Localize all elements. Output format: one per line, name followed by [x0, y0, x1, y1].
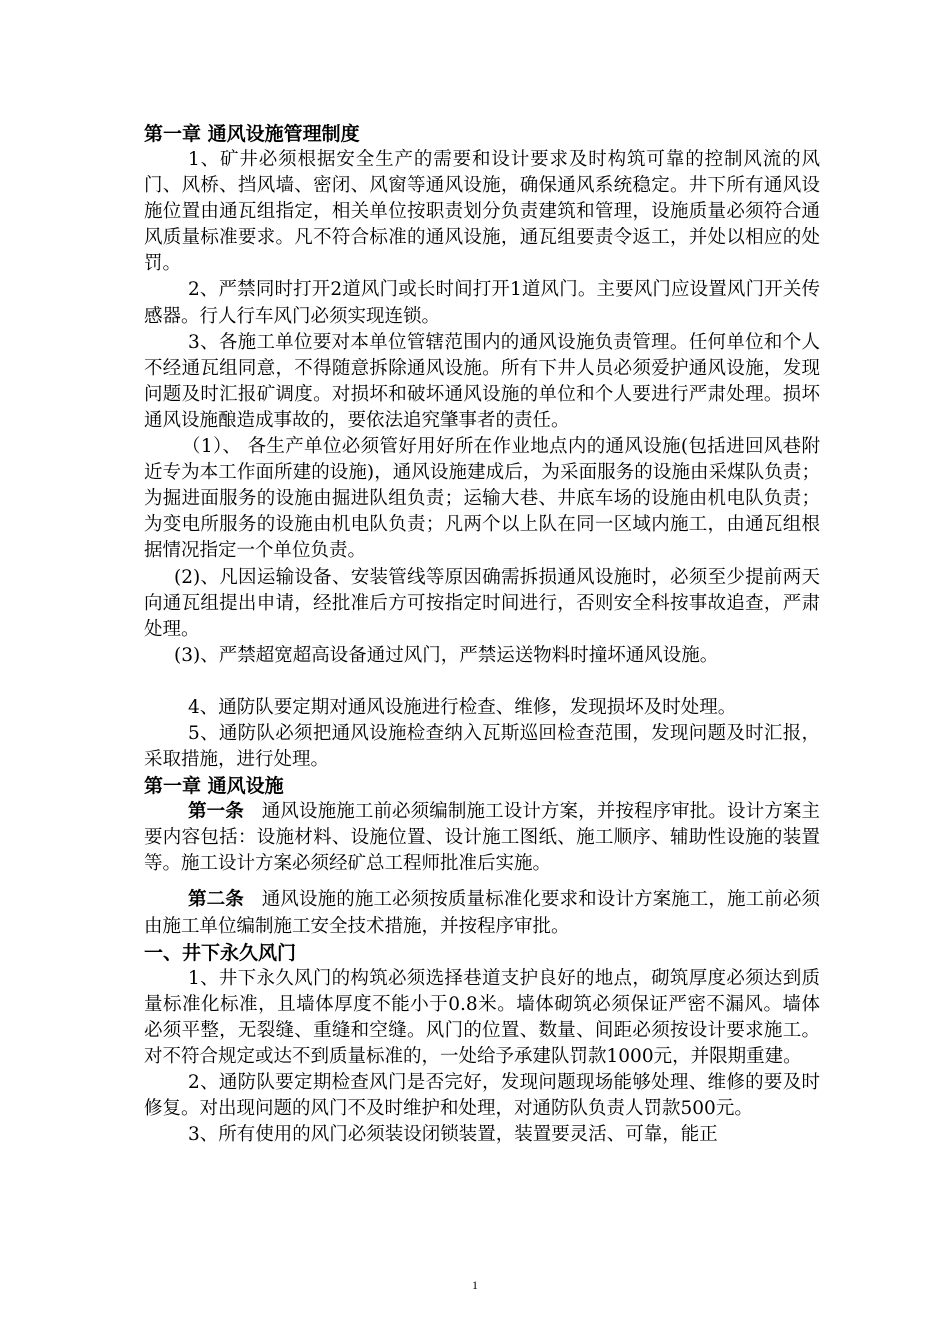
section-title: 一、井下永久风门 — [144, 941, 297, 964]
blank-line — [144, 669, 820, 695]
chapter-title: 第一章 通风设施管理制度 — [144, 123, 360, 145]
article-label: 第一条 — [188, 801, 244, 823]
article-text: 通风设施的施工必须按质量标准化要求和设计方案施工，施工前必须由施工单位编制施工安全技术措施，并按程序审批。 — [144, 889, 820, 937]
page-number: 1 — [472, 1278, 478, 1292]
paragraph: 2、通防队要定期检查风门是否完好，发现问题现场能够处理、维修的要及时修复。对出现问题的风门不及时维护和处理，对通防队负责人罚款500元。 — [144, 1072, 820, 1120]
sub-paragraph: (2)、凡因运输设备、安装管线等原因确需拆损通风设施时，必须至少提前两天向通瓦组提出申请，经批准后方可按指定时间进行，否则安全科按事故追查，严肃处理。 — [144, 566, 820, 640]
paragraph: 1、井下永久风门的构筑必须选择巷道支护良好的地点，砌筑厚度必须达到质量标准化标准，且墙体厚度不能小于0.8米。墙体砌筑必须保证严密不漏风。墙体必须平整，无裂缝、重缝和空缝。风门的位置、数量、间距必须按设计要求施工。对不符合规定或达不到质量标准的，一处给予承建队罚款1000元，并限期重建。 — [144, 967, 820, 1067]
sub-paragraph: （1）、 各生产单位必须管好用好所在作业地点内的通风设施(包括进回风巷附近专为本工作面所建的设施)，通风设施建成后，为采面服务的设施由采煤队负责；为掘进面服务的设施由掘进队组负责；运输大巷、井底车场的设施由机电队负责；为变电所服务的设施由机电队负责；凡两个以上队在同一区域内施工，由通瓦组根据情况指定一个单位负责。 — [144, 436, 820, 562]
article-text: 通风设施施工前必须编制施工设计方案，并按程序审批。设计方案主要内容包括：设施材料、设施位置、设计施工图纸、施工顺序、辅助性设施的装置等。施工设计方案必须经矿总工程师批准后实施。 — [144, 801, 820, 875]
paragraph: 2、严禁同时打开2道风门或长时间打开1道风门。主要风门应设置风门开关传感器。行人行车风门必须实现连锁。 — [144, 279, 820, 327]
article-label: 第二条 — [188, 889, 244, 911]
document-body — [144, 121, 820, 1148]
paragraph: 3、各施工单位要对本单位管辖范围内的通风设施负责管理。任何单位和个人不经通瓦组同意，不得随意拆除通风设施。所有下井人员必须爱护通风设施，发现问题及时汇报矿调度。对损坏和破坏通风设施的单位和个人要进行严肃处理。损坏通风设施酿造成事故的，要依法追究肇事者的责任。 — [144, 331, 820, 431]
chapter-title: 第一章 通风设施 — [144, 775, 284, 798]
paragraph: 4、通防队要定期对通风设施进行检查、维修，发现损坏及时处理。 — [188, 696, 737, 718]
article-paragraph — [144, 799, 820, 877]
sub-paragraph: (3)、严禁超宽超高设备通过风门，严禁运送物料时撞坏通风设施。 — [174, 644, 719, 666]
paragraph: 5、通防队必须把通风设施检查纳入瓦斯巡回检查范围，发现问题及时汇报，采取措施，进行处理。 — [144, 722, 820, 771]
article-paragraph — [144, 887, 820, 939]
paragraph: 1、矿井必须根据安全生产的需要和设计要求及时构筑可靠的控制风流的风门、风桥、挡风墙、密闭、风窗等通风设施，确保通风系统稳定。井下所有通风设施位置由通瓦组指定，相关单位按职责划分负责建筑和管理，设施质量必须符合通风质量标准要求。凡不符合标准的通风设施，通瓦组要责令返工，并处以相应的处罚。 — [144, 149, 820, 275]
paragraph: 3、所有使用的风门必须装设闭锁装置，装置要灵活、可靠，能正 — [188, 1124, 718, 1146]
